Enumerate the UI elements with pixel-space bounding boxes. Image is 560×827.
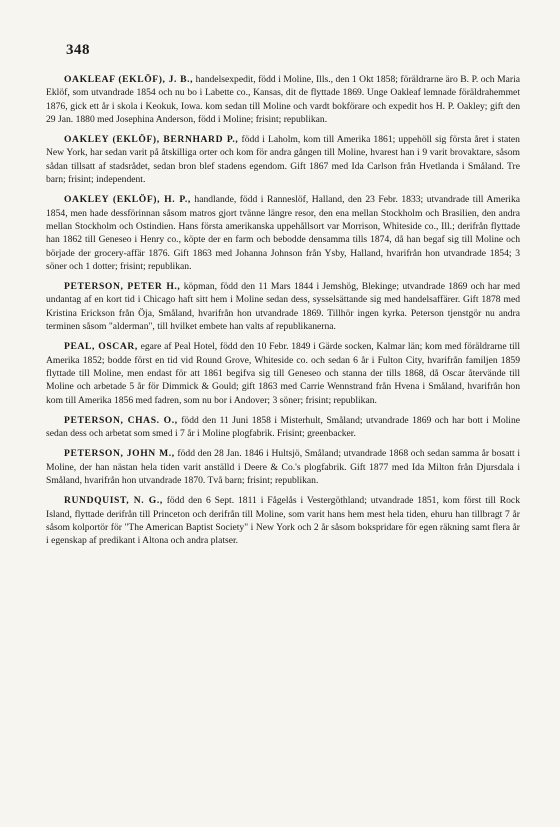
entry-name: OAKLEY (EKLÖF), BERNHARD P., — [64, 134, 239, 146]
entry-text: egare af Peal Hotel, född den 10 Febr. 1849 i Gärde socken, Kalmar län; kom med föräldrarne till Amerika 1852; bodde först en tid vid Round Grove, Whiteside co. och sedan 6 år i Fulton City, hvarifrån familjen 1859 flyttade till Moline, men endast för att 1861 begifva sig till Geneseo och stanna der tills 1868, då Oscar återvände till Moline och arbetade 5 år för Dimmick & Gould; gift 1863 med Carrie Wennstrand från Hvena i Småland, hvarifrån hon kom till Amerika 1856 med fadren, som nu bor i Andover; 3 söner; frisint; republikan. — [46, 341, 520, 406]
entry-text: född i Laholm, kom till Amerika 1861; uppehöll sig första året i staten New York, har sedan varit på åtskilliga orter och kom för andra gången till Moline, hvarest han i 9 varit brovaktare, såsom sådan tillsatt af stadsrådet, sedan bron blef stadens egendom. Gift 1867 med Ida Carlson från Hvetlanda i Småland. Tre barn; frisint; independent. — [46, 134, 520, 186]
entry-name: PEAL, OSCAR, — [64, 341, 138, 353]
page-number: 348 — [66, 42, 90, 58]
biography-entry — [46, 340, 520, 406]
entry-name: RUNDQUIST, N. G., — [64, 495, 163, 507]
entry-name: OAKLEAF (EKLÖF), J. B., — [64, 74, 194, 85]
entry-name: OAKLEY (EKLÖF), H. P., — [64, 194, 191, 206]
biography-entry — [46, 447, 520, 487]
entry-text: född den 11 Juni 1858 i Misterhult, Småland; utvandrade 1869 och har bott i Moline sedan dess och arbetat som smed i 7 år i Moline plogfabrik. Frisint; greenbacker. — [46, 414, 521, 440]
entry-name: PETERSON, PETER H., — [64, 281, 181, 293]
entry-name: PETERSON, CHAS. O., — [64, 414, 178, 426]
entry-text: född den 28 Jan. 1846 i Hultsjö, Småland; utvandrade 1868 och sedan samma år bosatt i Moline, der han nästan hela tiden varit anställd i Deere & Co.'s plogfabrik. Gift 1877 med Ida Milton från Djursdala i Småland, hvarifrån hon utvandrade 1870. Två barn; frisint; republikan. — [46, 448, 520, 487]
biography-entry — [46, 73, 520, 126]
entry-text: handelsexpedit, född i Moline, Ills., den 1 Okt 1858; föräldrarne äro B. P. och Maria Eklöf, som utvandrade 1854 och nu bo i Labette co., Kansas, dit de flyttade 1869. Unge Oakleaf lemnade föräldrahemmet 1876, gick ett år i skola i Keokuk, Iowa. kom sedan till Moline och vardt bokförare och expedit hos H. P. Oakley; gift den 29 Jan. 1880 med Josephina Anderson, född i Moline; frisint; republikan. — [46, 74, 520, 125]
biography-entry — [46, 494, 520, 547]
biography-entry — [46, 414, 520, 441]
biography-entry — [46, 193, 520, 273]
biography-entry — [46, 280, 520, 333]
entry-name: PETERSON, JOHN M., — [64, 448, 175, 460]
entry-text: född den 6 Sept. 1811 i Fågelås i Vestergöthland; utvandrade 1851, kom först till Rock Island, flyttade derifrån till Princeton och derifrån till Moline, som varit hans hem mest hela tiden, ehuru han tillbragt 7 år såsom kolportör för "The American Baptist Society" i New York och 2 år såsom bokspridare för egen räkning samt flera år i egenskap af predikant i Altona och andra platser. — [46, 495, 520, 547]
entry-text: köpman, född den 11 Mars 1844 i Jemshög, Blekinge; utvandrade 1869 och har med undantag af en kort tid i Chicago haft sitt hem i Moline sedan dess, sysselsättande sig med handelsaffärer. Gift 1878 med Kristina Erickson från Öja, Småland, hvarifrån hon utvandrade 1869. Tillhör ingen kyrka. Peterson tjenstgör nu andra terminen såsom "alderman", till hvilket embete han valts af republikanerna. — [46, 281, 520, 333]
entry-text: handlande, född i Ranneslöf, Halland, den 23 Febr. 1833; utvandrade till Amerika 1854, men hade dessförinnan såsom matros gjort tvänne längre resor, den ena mellan Stockholm och Brasilien, den andra mellan Stockholm och Ostindien. Hans första amerikanska uppehållsort var Morrison, Whiteside co., Ill.; derifrån flyttade han 1862 till Geneseo i Henry co., köpte der en farm och bebodde densamma tills 1874, då han begaf sig till Moline och började der grocery-affär 1876. Gift 1863 med Johanna Johnson från Ysby, Halland, hvarifrån hon utvandrade 1854; 3 söner och 1 dotter; frisint; republikan. — [46, 194, 520, 272]
biography-entry — [46, 133, 520, 186]
